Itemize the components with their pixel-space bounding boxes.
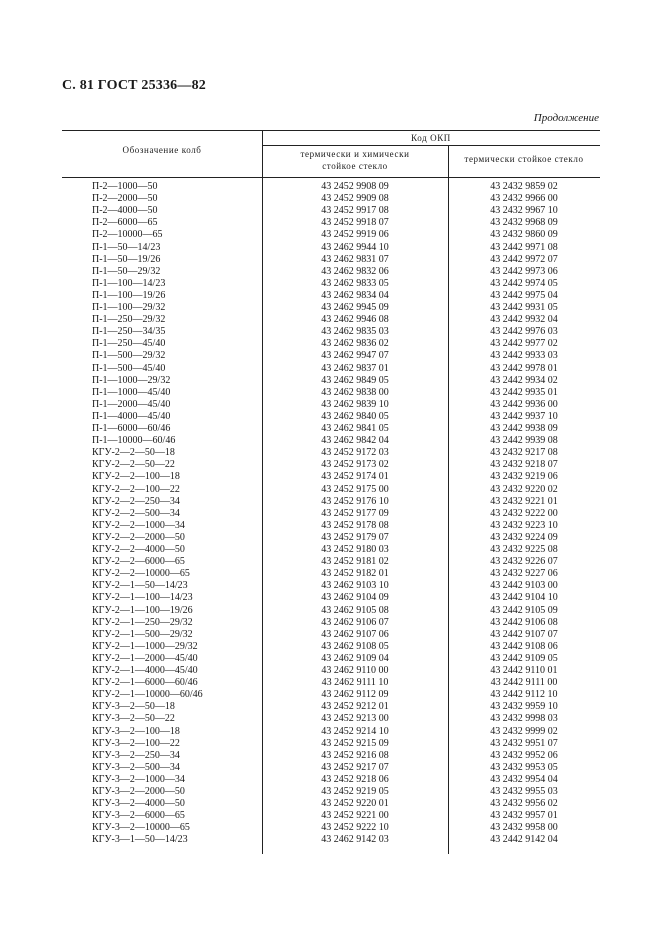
okp-code-chem-resistant: 43 2452 9177 09 bbox=[321, 507, 389, 519]
flask-designation: КГУ-2—2—6000—65 bbox=[92, 556, 185, 568]
okp-code-heat-resistant: 43 2432 9223 10 bbox=[490, 519, 558, 531]
flask-designation: КГУ-2—2—50—22 bbox=[92, 459, 175, 471]
okp-code-heat-resistant: 43 2432 9218 07 bbox=[490, 459, 558, 471]
okp-code-chem-resistant: 43 2462 9833 05 bbox=[321, 277, 389, 289]
okp-code-heat-resistant: 43 2432 9220 02 bbox=[490, 483, 558, 495]
table-row bbox=[0, 689, 661, 701]
flask-designation: П-1—500—29/32 bbox=[92, 350, 166, 362]
table-row bbox=[0, 750, 661, 762]
flask-designation: П-2—4000—50 bbox=[92, 205, 158, 217]
flask-designation: П-1—500—45/40 bbox=[92, 362, 166, 374]
okp-code-heat-resistant: 43 2442 9973 06 bbox=[490, 265, 558, 277]
okp-code-heat-resistant: 43 2442 9938 09 bbox=[490, 423, 558, 434]
okp-code-heat-resistant: 43 2432 9998 03 bbox=[490, 713, 558, 725]
okp-code-chem-resistant: 43 2462 9835 03 bbox=[321, 326, 389, 338]
okp-code-heat-resistant: 43 2432 9956 02 bbox=[490, 798, 558, 810]
okp-code-heat-resistant: 43 2442 9974 05 bbox=[490, 277, 558, 289]
okp-code-heat-resistant: 43 2442 9142 04 bbox=[490, 834, 558, 846]
okp-code-chem-resistant: 43 2462 9839 10 bbox=[321, 398, 389, 410]
table-row bbox=[0, 217, 661, 229]
okp-code-heat-resistant: 43 2442 9104 10 bbox=[490, 592, 558, 604]
flask-designation: КГУ-3—2—10000—65 bbox=[92, 822, 190, 834]
okp-code-chem-resistant: 43 2462 9841 05 bbox=[321, 423, 389, 434]
table-row bbox=[0, 363, 661, 375]
flask-designation: П-1—250—45/40 bbox=[92, 338, 166, 350]
flask-designation: П-1—250—29/32 bbox=[92, 314, 166, 326]
flask-designation: КГУ-2—2—50—18 bbox=[92, 447, 175, 459]
flask-designation: КГУ-2—1—250—29/32 bbox=[92, 616, 193, 628]
okp-code-heat-resistant: 43 2432 9968 09 bbox=[490, 217, 558, 229]
okp-code-chem-resistant: 43 2452 9217 07 bbox=[321, 761, 389, 773]
flask-designation: П-1—1000—29/32 bbox=[92, 374, 171, 386]
okp-code-chem-resistant: 43 2462 9836 02 bbox=[321, 338, 389, 350]
okp-code-chem-resistant: 43 2462 9109 04 bbox=[321, 652, 389, 664]
header-bottom-rule bbox=[62, 177, 600, 178]
flask-designation: П-1—4000—45/40 bbox=[92, 410, 171, 422]
table-row bbox=[0, 592, 661, 604]
table-row bbox=[0, 677, 661, 689]
flask-designation: П-1—250—34/35 bbox=[92, 326, 166, 338]
okp-code-heat-resistant: 43 2442 9105 09 bbox=[490, 604, 558, 616]
okp-code-chem-resistant: 43 2462 9947 07 bbox=[321, 350, 389, 362]
okp-code-heat-resistant: 43 2442 9108 06 bbox=[490, 640, 558, 652]
okp-code-heat-resistant: 43 2432 9951 07 bbox=[490, 737, 558, 749]
okp-code-chem-resistant: 43 2452 9221 00 bbox=[321, 810, 389, 822]
flask-designation: КГУ-2—1—100—19/26 bbox=[92, 604, 193, 616]
okp-code-heat-resistant: 43 2432 9953 05 bbox=[490, 761, 558, 773]
flask-designation: КГУ-2—2—250—34 bbox=[92, 495, 180, 507]
flask-designation: КГУ-2—1—6000—60/46 bbox=[92, 677, 198, 689]
okp-code-chem-resistant: 43 2462 9946 08 bbox=[321, 314, 389, 326]
okp-code-heat-resistant: 43 2442 9975 04 bbox=[490, 289, 558, 301]
table-row bbox=[0, 786, 661, 798]
okp-code-heat-resistant: 43 2432 9999 02 bbox=[490, 725, 558, 737]
table-row bbox=[0, 314, 661, 326]
flask-designation: КГУ-2—1—10000—60/46 bbox=[92, 689, 203, 701]
okp-code-chem-resistant: 43 2452 9917 08 bbox=[321, 205, 389, 217]
flask-designation: П-2—2000—50 bbox=[92, 193, 158, 205]
okp-code-chem-resistant: 43 2452 9178 08 bbox=[321, 519, 389, 531]
flask-designation: КГУ-2—2—100—22 bbox=[92, 483, 180, 495]
okp-code-chem-resistant: 43 2462 9107 06 bbox=[321, 628, 389, 640]
column-header-heat-resistant: термически стойкое стекло bbox=[464, 154, 584, 164]
table-row bbox=[0, 774, 661, 786]
table-row bbox=[0, 617, 661, 629]
okp-code-chem-resistant: 43 2462 9106 07 bbox=[321, 616, 389, 628]
flask-designation: КГУ-2—1—100—14/23 bbox=[92, 592, 193, 604]
okp-code-chem-resistant: 43 2452 9181 02 bbox=[321, 556, 389, 568]
okp-code-chem-resistant: 43 2462 9834 04 bbox=[321, 289, 389, 301]
okp-code-chem-resistant: 43 2452 9216 08 bbox=[321, 749, 389, 761]
okp-code-heat-resistant: 43 2442 9933 03 bbox=[490, 350, 558, 362]
okp-code-heat-resistant: 43 2442 9106 08 bbox=[490, 616, 558, 628]
table-row bbox=[0, 762, 661, 774]
okp-code-chem-resistant: 43 2452 9919 06 bbox=[321, 229, 389, 241]
okp-code-heat-resistant: 43 2442 9934 02 bbox=[490, 374, 558, 386]
table-row bbox=[0, 302, 661, 314]
okp-code-chem-resistant: 43 2462 9944 10 bbox=[321, 241, 389, 253]
table-row bbox=[0, 423, 661, 435]
okp-code-heat-resistant: 43 2442 9976 03 bbox=[490, 326, 558, 338]
okp-code-chem-resistant: 43 2462 9837 01 bbox=[321, 362, 389, 374]
table-row bbox=[0, 544, 661, 556]
flask-designation: П-2—10000—65 bbox=[92, 229, 163, 241]
okp-code-heat-resistant: 43 2432 9959 10 bbox=[490, 701, 558, 713]
flask-designation: КГУ-3—2—4000—50 bbox=[92, 798, 185, 810]
okp-code-heat-resistant: 43 2442 9971 08 bbox=[490, 241, 558, 253]
okp-code-chem-resistant: 43 2462 9105 08 bbox=[321, 604, 389, 616]
okp-code-chem-resistant: 43 2452 9180 03 bbox=[321, 544, 389, 555]
okp-code-heat-resistant: 43 2432 9221 01 bbox=[490, 495, 558, 507]
okp-code-chem-resistant: 43 2462 9840 05 bbox=[321, 410, 389, 422]
table-row bbox=[0, 556, 661, 568]
table-row bbox=[0, 484, 661, 496]
table-row bbox=[0, 653, 661, 665]
flask-designation: КГУ-2—2—10000—65 bbox=[92, 568, 190, 580]
flask-designation: КГУ-2—2—2000—50 bbox=[92, 531, 185, 543]
okp-code-chem-resistant: 43 2452 9179 07 bbox=[321, 531, 389, 543]
table-row bbox=[0, 411, 661, 423]
okp-code-chem-resistant: 43 2462 9108 05 bbox=[321, 640, 389, 652]
okp-code-chem-resistant: 43 2462 9945 09 bbox=[321, 302, 389, 313]
okp-code-heat-resistant: 43 2432 9227 06 bbox=[490, 568, 558, 580]
okp-code-heat-resistant: 43 2442 9939 08 bbox=[490, 435, 558, 447]
okp-code-heat-resistant: 43 2432 9225 08 bbox=[490, 544, 558, 555]
flask-designation: П-1—100—19/26 bbox=[92, 289, 166, 301]
okp-code-chem-resistant: 43 2452 9175 00 bbox=[321, 483, 389, 495]
okp-code-heat-resistant: 43 2432 9955 03 bbox=[490, 786, 558, 797]
table-row bbox=[0, 496, 661, 508]
flask-designation: П-1—100—14/23 bbox=[92, 277, 166, 289]
okp-code-heat-resistant: 43 2432 9226 07 bbox=[490, 556, 558, 568]
table-row bbox=[0, 193, 661, 205]
okp-code-chem-resistant: 43 2452 9212 01 bbox=[321, 701, 389, 713]
table-row bbox=[0, 713, 661, 725]
table-row bbox=[0, 326, 661, 338]
flask-designation: КГУ-3—2—100—22 bbox=[92, 737, 180, 749]
okp-code-heat-resistant: 43 2442 9978 01 bbox=[490, 362, 558, 374]
column-group-header-code: Код ОКП bbox=[411, 133, 451, 143]
flask-designation: КГУ-2—2—4000—50 bbox=[92, 544, 185, 555]
flask-designation: П-1—50—14/23 bbox=[92, 241, 161, 253]
okp-code-chem-resistant: 43 2462 9110 00 bbox=[321, 665, 389, 676]
okp-code-heat-resistant: 43 2432 9859 02 bbox=[490, 181, 558, 192]
table-row bbox=[0, 665, 661, 677]
table-row bbox=[0, 822, 661, 834]
table-row bbox=[0, 459, 661, 471]
okp-code-heat-resistant: 43 2432 9219 06 bbox=[490, 471, 558, 483]
flask-designation: КГУ-3—2—500—34 bbox=[92, 761, 180, 773]
okp-code-chem-resistant: 43 2452 9172 03 bbox=[321, 447, 389, 459]
table-row bbox=[0, 435, 661, 447]
okp-code-heat-resistant: 43 2442 9932 04 bbox=[490, 314, 558, 326]
okp-code-heat-resistant: 43 2442 9937 10 bbox=[490, 410, 558, 422]
okp-code-chem-resistant: 43 2452 9909 08 bbox=[321, 193, 389, 205]
table-row bbox=[0, 520, 661, 532]
table-row bbox=[0, 338, 661, 350]
flask-designation: КГУ-3—2—250—34 bbox=[92, 749, 180, 761]
flask-designation: КГУ-2—2—1000—34 bbox=[92, 519, 185, 531]
flask-designation: КГУ-3—2—1000—34 bbox=[92, 773, 185, 785]
okp-code-chem-resistant: 43 2462 9849 05 bbox=[321, 374, 389, 386]
flask-designation: КГУ-3—2—100—18 bbox=[92, 725, 180, 737]
okp-code-chem-resistant: 43 2452 9908 09 bbox=[321, 181, 389, 192]
okp-code-chem-resistant: 43 2452 9173 02 bbox=[321, 459, 389, 471]
okp-code-heat-resistant: 43 2442 9931 05 bbox=[490, 302, 558, 313]
okp-code-heat-resistant: 43 2432 9957 01 bbox=[490, 810, 558, 822]
okp-code-chem-resistant: 43 2452 9215 09 bbox=[321, 737, 389, 749]
okp-code-chem-resistant: 43 2452 9176 10 bbox=[321, 495, 389, 507]
table-row bbox=[0, 798, 661, 810]
flask-designation: П-1—6000—60/46 bbox=[92, 423, 171, 434]
flask-designation: КГУ-2—1—1000—29/32 bbox=[92, 640, 198, 652]
table-row bbox=[0, 580, 661, 592]
table-row bbox=[0, 229, 661, 241]
table-row bbox=[0, 701, 661, 713]
flask-designation: КГУ-2—2—500—34 bbox=[92, 507, 180, 519]
table-row bbox=[0, 568, 661, 580]
flask-designation: КГУ-3—2—50—18 bbox=[92, 701, 175, 713]
okp-code-chem-resistant: 43 2462 9831 07 bbox=[321, 253, 389, 265]
okp-code-chem-resistant: 43 2452 9182 01 bbox=[321, 568, 389, 580]
flask-designation: П-1—10000—60/46 bbox=[92, 435, 176, 447]
okp-code-chem-resistant: 43 2452 9214 10 bbox=[321, 725, 389, 737]
okp-code-heat-resistant: 43 2442 9110 01 bbox=[490, 665, 558, 676]
table-row bbox=[0, 387, 661, 399]
table-row bbox=[0, 205, 661, 217]
okp-code-heat-resistant: 43 2432 9952 06 bbox=[490, 749, 558, 761]
continuation-label: Продолжение bbox=[533, 112, 599, 124]
okp-code-chem-resistant: 43 2462 9842 04 bbox=[321, 435, 389, 447]
flask-designation: КГУ-2—1—50—14/23 bbox=[92, 580, 188, 592]
table-row bbox=[0, 242, 661, 254]
okp-code-chem-resistant: 43 2462 9142 03 bbox=[321, 834, 389, 846]
flask-designation: КГУ-2—2—100—18 bbox=[92, 471, 180, 483]
table-row bbox=[0, 629, 661, 641]
page-header: С. 81 ГОСТ 25336—82 bbox=[62, 78, 206, 93]
table-row bbox=[0, 605, 661, 617]
okp-code-heat-resistant: 43 2432 9217 08 bbox=[490, 447, 558, 459]
okp-code-chem-resistant: 43 2462 9103 10 bbox=[321, 580, 389, 592]
okp-code-chem-resistant: 43 2452 9220 01 bbox=[321, 798, 389, 810]
okp-code-heat-resistant: 43 2432 9224 09 bbox=[490, 531, 558, 543]
flask-designation: КГУ-2—1—4000—45/40 bbox=[92, 665, 198, 676]
okp-code-chem-resistant: 43 2452 9918 07 bbox=[321, 217, 389, 229]
okp-code-heat-resistant: 43 2442 9109 05 bbox=[490, 652, 558, 664]
table-row bbox=[0, 738, 661, 750]
flask-designation: П-2—1000—50 bbox=[92, 181, 158, 192]
table-row bbox=[0, 810, 661, 822]
column-header-chem-resistant: термически и химически стойкое стекло bbox=[300, 149, 410, 171]
flask-designation: П-2—6000—65 bbox=[92, 217, 158, 229]
okp-code-heat-resistant: 43 2442 9112 10 bbox=[490, 689, 558, 701]
table-row bbox=[0, 290, 661, 302]
table-row bbox=[0, 641, 661, 653]
flask-designation: П-1—50—19/26 bbox=[92, 253, 161, 265]
okp-code-chem-resistant: 43 2452 9174 01 bbox=[321, 471, 389, 483]
table-row bbox=[0, 254, 661, 266]
table-row bbox=[0, 181, 661, 193]
okp-code-chem-resistant: 43 2462 9832 06 bbox=[321, 265, 389, 277]
okp-code-chem-resistant: 43 2452 9213 00 bbox=[321, 713, 389, 725]
table-row bbox=[0, 471, 661, 483]
flask-designation: П-1—100—29/32 bbox=[92, 302, 166, 313]
flask-designation: КГУ-2—1—2000—45/40 bbox=[92, 652, 198, 664]
flask-designation: П-1—1000—45/40 bbox=[92, 386, 171, 398]
okp-code-heat-resistant: 43 2442 9935 01 bbox=[490, 386, 558, 398]
okp-code-heat-resistant: 43 2442 9107 07 bbox=[490, 628, 558, 640]
okp-code-heat-resistant: 43 2442 9103 00 bbox=[490, 580, 558, 592]
code-group-rule bbox=[262, 145, 600, 146]
okp-code-heat-resistant: 43 2432 9860 09 bbox=[490, 229, 558, 241]
table-row bbox=[0, 399, 661, 411]
okp-code-chem-resistant: 43 2452 9222 10 bbox=[321, 822, 389, 834]
flask-designation: П-1—50—29/32 bbox=[92, 265, 161, 277]
table-row bbox=[0, 726, 661, 738]
flask-designation: КГУ-2—1—500—29/32 bbox=[92, 628, 193, 640]
table-row bbox=[0, 447, 661, 459]
flask-designation: КГУ-3—1—50—14/23 bbox=[92, 834, 188, 846]
table-row bbox=[0, 834, 661, 846]
okp-code-chem-resistant: 43 2452 9218 06 bbox=[321, 773, 389, 785]
okp-code-heat-resistant: 43 2442 9111 00 bbox=[490, 677, 558, 689]
okp-code-chem-resistant: 43 2462 9838 00 bbox=[321, 386, 389, 398]
okp-code-heat-resistant: 43 2432 9958 00 bbox=[490, 822, 558, 834]
column-header-name: Обозначение колб bbox=[122, 145, 202, 155]
okp-code-chem-resistant: 43 2462 9104 09 bbox=[321, 592, 389, 604]
okp-code-heat-resistant: 43 2442 9977 02 bbox=[490, 338, 558, 350]
okp-code-heat-resistant: 43 2432 9966 00 bbox=[490, 193, 558, 205]
table-row bbox=[0, 350, 661, 362]
okp-code-chem-resistant: 43 2452 9219 05 bbox=[321, 786, 389, 797]
table-row bbox=[0, 278, 661, 290]
okp-code-heat-resistant: 43 2442 9972 07 bbox=[490, 253, 558, 265]
okp-code-heat-resistant: 43 2442 9936 00 bbox=[490, 398, 558, 410]
table-row bbox=[0, 375, 661, 387]
table-row bbox=[0, 508, 661, 520]
flask-designation: КГУ-3—2—6000—65 bbox=[92, 810, 185, 822]
flask-designation: КГУ-3—2—2000—50 bbox=[92, 786, 185, 797]
okp-code-heat-resistant: 43 2432 9222 00 bbox=[490, 507, 558, 519]
table-row bbox=[0, 266, 661, 278]
table-row bbox=[0, 532, 661, 544]
flask-designation: КГУ-3—2—50—22 bbox=[92, 713, 175, 725]
okp-code-heat-resistant: 43 2432 9967 10 bbox=[490, 205, 558, 217]
okp-code-chem-resistant: 43 2462 9111 10 bbox=[321, 677, 389, 689]
flask-designation: П-1—2000—45/40 bbox=[92, 398, 171, 410]
table-top-rule bbox=[62, 130, 600, 131]
okp-code-chem-resistant: 43 2462 9112 09 bbox=[321, 689, 389, 701]
okp-code-heat-resistant: 43 2432 9954 04 bbox=[490, 773, 558, 785]
